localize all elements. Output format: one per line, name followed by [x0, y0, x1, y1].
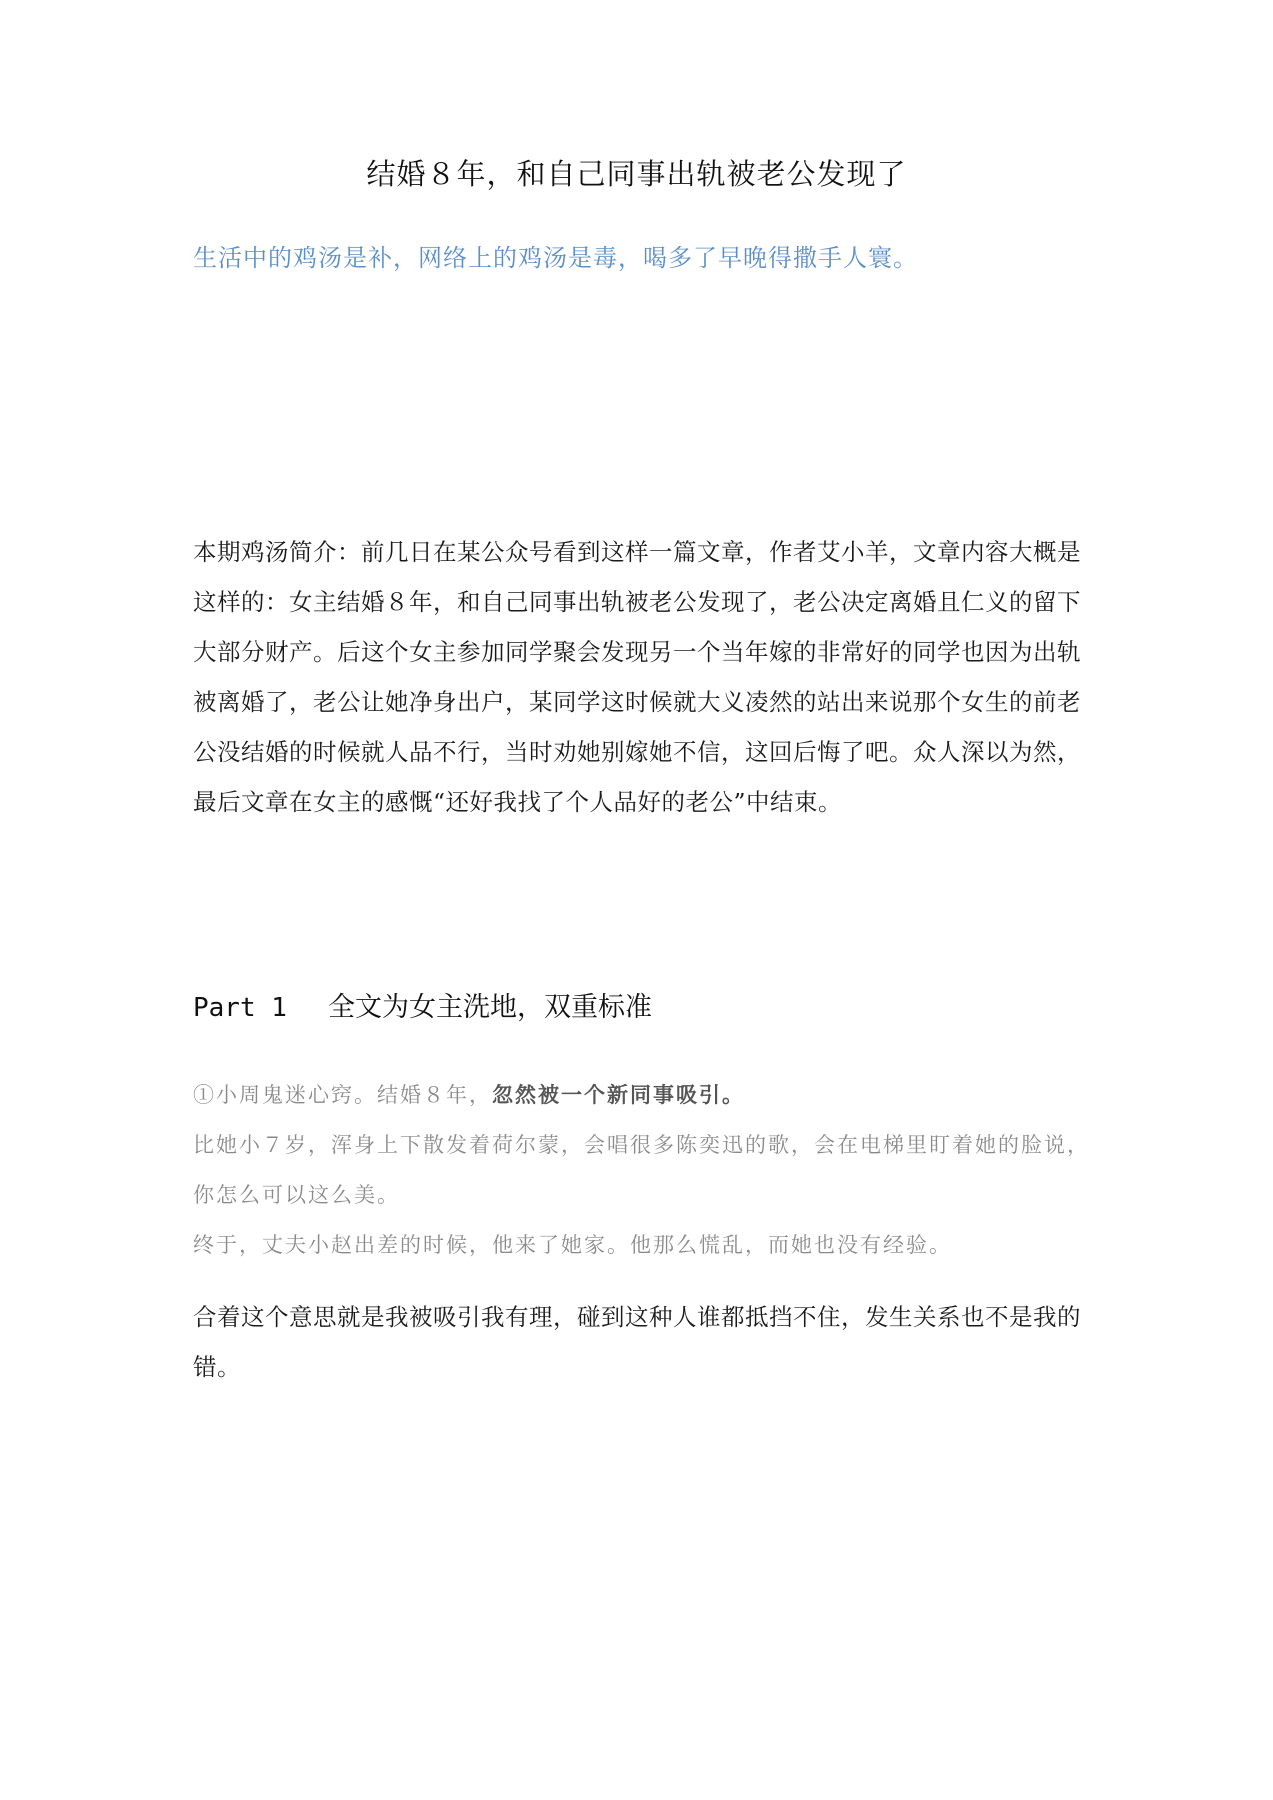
subtitle-tagline: 生活中的鸡汤是补，网络上的鸡汤是毒，喝多了早晚得撒手人寰。 — [193, 244, 918, 272]
intro-paragraph: 本期鸡汤简介：前几日在某公众号看到这样一篇文章，作者艾小羊，文章内容大概是这样的：女主结婚８年，和自己同事出轨被老公发现了，老公决定离婚且仁义的留下大部分财产。后这个女主参加同学聚会发现另一个当年嫁的非常好的同学也因为出轨被离婚了，老公让她净身出户，某同学这时候就大义凌然的站出来说那个女生的前老公没结婚的时候就人品不行，当时劝她别嫁她不信，这回后悔了吧。众人深以为然，最后文章在女主的感慨“还好我找了个人品好的老公”中结束。 — [193, 538, 1081, 816]
part-heading — [193, 985, 652, 1024]
quote-line-2: 比她小７岁，浑身上下散发着荷尔蒙，会唱很多陈奕迅的歌，会在电梯里盯着她的脸说，你怎么可以这么美。 — [193, 1133, 1090, 1207]
conclusion-paragraph: 合着这个意思就是我被吸引我有理，碰到这种人谁都抵挡不住，发生关系也不是我的错。 — [193, 1303, 1081, 1381]
part-title: 全文为女主洗地，双重标准 — [328, 992, 652, 1023]
quoted-excerpt — [193, 1070, 1093, 1270]
part-number: Part 1 — [193, 993, 287, 1023]
page-title: 结婚８年，和自己同事出轨被老公发现了 — [366, 157, 907, 191]
quote-line-1-emphasis: 忽然被一个新同事吸引。 — [492, 1082, 745, 1107]
quote-line-3: 终于，丈夫小赵出差的时候，他来了她家。他那么慌乱，而她也没有经验。 — [193, 1233, 952, 1257]
quote-line-1-text: ①小周鬼迷心窍。结婚８年， — [193, 1083, 492, 1107]
quote-line-1 — [193, 1070, 1093, 1120]
